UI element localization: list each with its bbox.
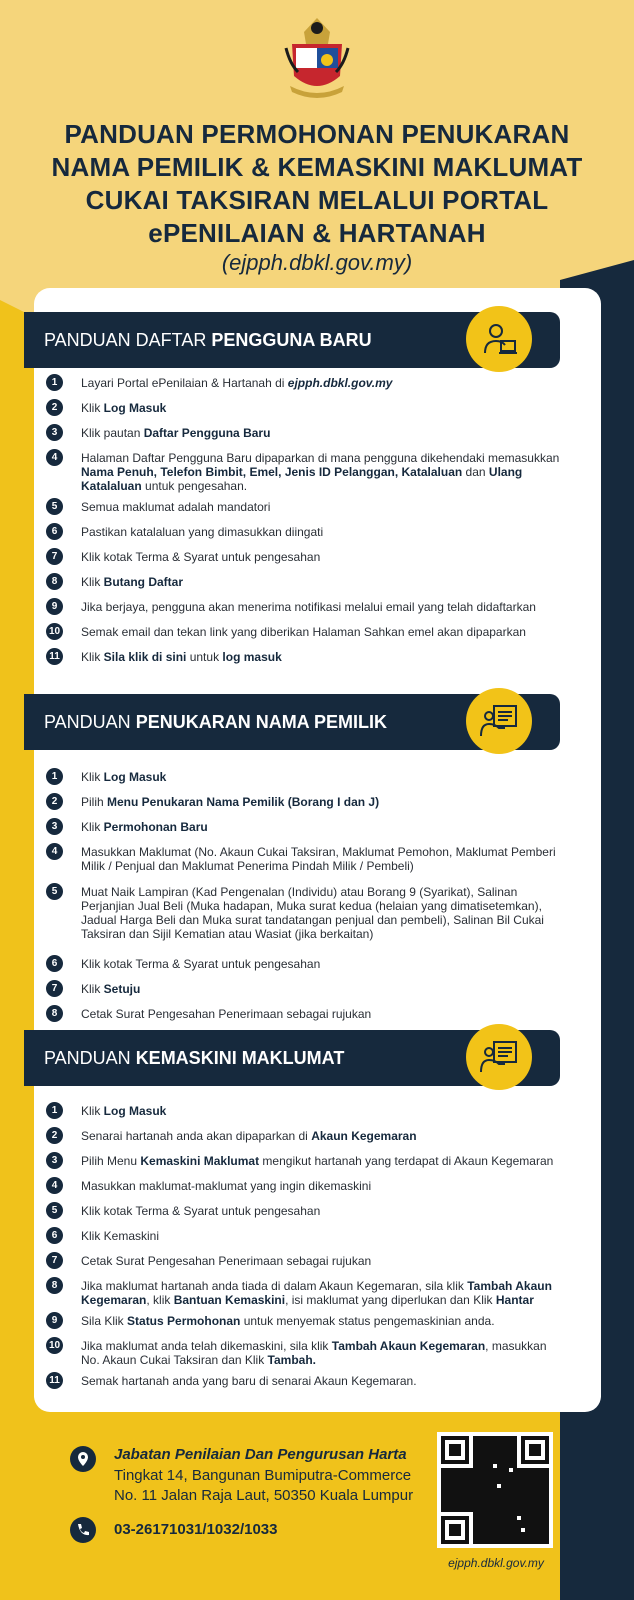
step-text: , isi maklumat yang diperlukan dan Klik bbox=[285, 1293, 496, 1307]
step-number-badge: 6 bbox=[46, 1227, 63, 1244]
step-item bbox=[46, 845, 566, 885]
step-text: , masukkan No. Akaun Cukai Taksiran dan Klik bbox=[81, 1339, 547, 1367]
section-title-bold: PENUKARAN NAMA PEMILIK bbox=[135, 712, 388, 732]
step-text: untuk bbox=[186, 650, 223, 664]
step-item bbox=[46, 650, 566, 675]
step-text-bold: Menu Penukaran Nama Pemilik (Borang I dan J) bbox=[107, 795, 380, 809]
step-text: dan bbox=[462, 465, 489, 479]
step-text: Klik bbox=[81, 1104, 104, 1118]
step-number-badge: 4 bbox=[46, 1177, 63, 1194]
step-text: Jika maklumat anda telah dikemaskini, sila klik bbox=[81, 1339, 332, 1353]
step-item bbox=[46, 982, 566, 1007]
step-text: Klik bbox=[81, 820, 104, 834]
step-number-badge: 3 bbox=[46, 818, 63, 835]
step-text: Halaman Daftar Pengguna Baru dipaparkan di mana pengguna dikehendaki memasukkan bbox=[81, 451, 560, 465]
step-item bbox=[46, 1229, 566, 1254]
step-text-bold: Log Masuk bbox=[103, 1104, 167, 1118]
step-number-badge: 2 bbox=[46, 399, 63, 416]
section-title-bold: PENGGUNA BARU bbox=[211, 330, 372, 350]
step-item bbox=[46, 1154, 566, 1179]
step-text: Klik kotak Terma & Syarat untuk pengesahan bbox=[81, 1204, 321, 1218]
step-text: Cetak Surat Pengesahan Penerimaan sebagai rujukan bbox=[81, 1007, 372, 1021]
step-text-bold: Akaun Kegemaran bbox=[311, 1129, 417, 1143]
step-number-badge: 9 bbox=[46, 598, 63, 615]
steps-list bbox=[46, 376, 566, 675]
step-item bbox=[46, 600, 566, 625]
step-item bbox=[46, 1179, 566, 1204]
step-item bbox=[46, 957, 566, 982]
step-number-badge: 3 bbox=[46, 424, 63, 441]
step-text: Masukkan Maklumat (No. Akaun Cukai Taksiran, Maklumat Pemohon, Maklumat Pemberi Milik / Penjual dan Maklumat Penerima Pindah Milik / Pembeli) bbox=[81, 845, 556, 873]
step-text: Klik bbox=[81, 575, 104, 589]
step-item bbox=[46, 1204, 566, 1229]
step-item bbox=[46, 500, 566, 525]
step-text: untuk pengesahan. bbox=[141, 479, 248, 493]
steps-list bbox=[46, 770, 566, 1032]
step-text: Semak hartanah anda yang baru di senarai Akaun Kegemaran. bbox=[81, 1374, 417, 1388]
title-line: ePENILAIAN & HARTANAH bbox=[148, 218, 486, 248]
step-number-badge: 1 bbox=[46, 374, 63, 391]
step-text-bold: log masuk bbox=[222, 650, 282, 664]
step-number-badge: 8 bbox=[46, 573, 63, 590]
step-text-bold: Status Permohonan bbox=[127, 1314, 241, 1328]
section-title-prefix: PANDUAN bbox=[44, 1048, 136, 1068]
step-text-bold: Tambah Akaun Kegemaran bbox=[331, 1339, 486, 1353]
step-text-bold: Setuju bbox=[103, 982, 141, 996]
address-line: Tingkat 14, Bangunan Bumiputra-Commerce bbox=[114, 1467, 412, 1484]
step-text: Klik bbox=[81, 770, 104, 784]
page-title bbox=[20, 118, 614, 250]
org-name: Jabatan Penilaian Dan Pengurusan Harta bbox=[114, 1446, 407, 1463]
phone-icon bbox=[70, 1517, 96, 1543]
step-number-badge: 9 bbox=[46, 1312, 63, 1329]
step-number-badge: 7 bbox=[46, 548, 63, 565]
step-text: Layari Portal ePenilaian & Hartanah di bbox=[81, 376, 288, 390]
step-item bbox=[46, 1374, 566, 1399]
step-text: mengikut hartanah yang terdapat di Akaun Kegemaran bbox=[259, 1154, 554, 1168]
step-item bbox=[46, 770, 566, 795]
step-text-bold: Hantar bbox=[495, 1293, 534, 1307]
section-banner bbox=[24, 694, 560, 750]
step-number-badge: 5 bbox=[46, 498, 63, 515]
title-line: CUKAI TAKSIRAN MELALUI PORTAL bbox=[85, 185, 549, 215]
step-text: Klik pautan bbox=[81, 426, 144, 440]
step-number-badge: 3 bbox=[46, 1152, 63, 1169]
section-title-bold: KEMASKINI MAKLUMAT bbox=[135, 1048, 345, 1068]
step-text: Klik bbox=[81, 650, 104, 664]
step-item bbox=[46, 525, 566, 550]
step-number-badge: 5 bbox=[46, 883, 63, 900]
step-text-bold: Log Masuk bbox=[103, 770, 167, 784]
step-item bbox=[46, 1129, 566, 1154]
step-number-badge: 1 bbox=[46, 768, 63, 785]
section-title-prefix: PANDUAN bbox=[44, 712, 136, 732]
step-item bbox=[46, 820, 566, 845]
steps-list bbox=[46, 1104, 566, 1399]
step-text-bold: ejpph.dbkl.gov.my bbox=[287, 376, 393, 390]
step-item bbox=[46, 1254, 566, 1279]
step-text: Klik kotak Terma & Syarat untuk pengesahan bbox=[81, 957, 321, 971]
step-number-badge: 2 bbox=[46, 793, 63, 810]
step-item bbox=[46, 401, 566, 426]
step-text: Semua maklumat adalah mandatori bbox=[81, 500, 271, 514]
step-item bbox=[46, 1279, 566, 1314]
step-text: Semak email dan tekan link yang diberikan Halaman Sahkan emel akan dipaparkan bbox=[81, 625, 526, 639]
step-text-bold: Kemaskini Maklumat bbox=[140, 1154, 260, 1168]
step-item bbox=[46, 625, 566, 650]
step-text: Pilih bbox=[81, 795, 108, 809]
step-number-badge: 1 bbox=[46, 1102, 63, 1119]
step-number-badge: 8 bbox=[46, 1277, 63, 1294]
presentation-icon bbox=[466, 688, 532, 754]
step-text: untuk menyemak status pengemaskinian anda. bbox=[240, 1314, 495, 1328]
step-text: Masukkan maklumat-maklumat yang ingin dikemaskini bbox=[81, 1179, 372, 1193]
phone-number[interactable]: 03-26171031/1032/1033 bbox=[114, 1521, 278, 1538]
step-number-badge: 7 bbox=[46, 980, 63, 997]
section-banner bbox=[24, 312, 560, 368]
step-text-bold: Daftar Pengguna Baru bbox=[143, 426, 271, 440]
step-text: Senarai hartanah anda akan dipaparkan di bbox=[81, 1129, 312, 1143]
location-pin-icon bbox=[70, 1446, 96, 1472]
step-number-badge: 5 bbox=[46, 1202, 63, 1219]
step-number-badge: 7 bbox=[46, 1252, 63, 1269]
step-number-badge: 11 bbox=[46, 1372, 63, 1389]
step-text: Klik bbox=[81, 982, 104, 996]
step-text-bold: Bantuan Kemaskini bbox=[173, 1293, 286, 1307]
website-link[interactable]: ejpph.dbkl.gov.my bbox=[448, 1556, 544, 1570]
step-number-badge: 4 bbox=[46, 449, 63, 466]
dbkl-crest-logo bbox=[282, 14, 352, 100]
step-item bbox=[46, 550, 566, 575]
step-text-bold: Butang Daftar bbox=[103, 575, 184, 589]
step-text: Klik Kemaskini bbox=[81, 1229, 160, 1243]
step-item bbox=[46, 1104, 566, 1129]
step-item bbox=[46, 1339, 566, 1374]
step-item bbox=[46, 885, 566, 957]
step-text: Jika berjaya, pengguna akan menerima notifikasi melalui email yang telah didaftarkan bbox=[81, 600, 536, 614]
step-number-badge: 6 bbox=[46, 523, 63, 540]
portal-url-subtitle: (ejpph.dbkl.gov.my) bbox=[221, 250, 413, 275]
step-number-badge: 8 bbox=[46, 1005, 63, 1022]
step-number-badge: 10 bbox=[46, 623, 63, 640]
section-title-prefix: PANDUAN DAFTAR bbox=[44, 330, 212, 350]
step-number-badge: 2 bbox=[46, 1127, 63, 1144]
presentation-icon bbox=[466, 1024, 532, 1090]
step-text: Pilih Menu bbox=[81, 1154, 141, 1168]
step-item bbox=[46, 426, 566, 451]
step-number-badge: 11 bbox=[46, 648, 63, 665]
step-number-badge: 10 bbox=[46, 1337, 63, 1354]
step-number-badge: 6 bbox=[46, 955, 63, 972]
step-text: Cetak Surat Pengesahan Penerimaan sebagai rujukan bbox=[81, 1254, 372, 1268]
org-address bbox=[114, 1466, 413, 1506]
step-text-bold: Tambah Akaun Kegemaran bbox=[81, 1279, 552, 1307]
title-line: PANDUAN PERMOHONAN PENUKARAN bbox=[64, 119, 570, 149]
title-line: NAMA PEMILIK & KEMASKINI MAKLUMAT bbox=[51, 152, 583, 182]
step-text-bold: Permohonan Baru bbox=[103, 820, 208, 834]
step-text-bold: Log Masuk bbox=[103, 401, 167, 415]
step-text: Jika maklumat hartanah anda tiada di dalam Akaun Kegemaran, sila klik bbox=[81, 1279, 468, 1293]
step-item bbox=[46, 376, 566, 401]
step-text-bold: Sila klik di sini bbox=[103, 650, 187, 664]
address-line: No. 11 Jalan Raja Laut, 50350 Kuala Lumpur bbox=[114, 1487, 414, 1504]
step-text: Pastikan katalaluan yang dimasukkan diingati bbox=[81, 525, 324, 539]
step-text-bold: Tambah. bbox=[267, 1353, 316, 1367]
user-laptop-icon bbox=[466, 306, 532, 372]
step-item bbox=[46, 575, 566, 600]
section-banner bbox=[24, 1030, 560, 1086]
step-item bbox=[46, 1314, 566, 1339]
step-item bbox=[46, 795, 566, 820]
step-text-bold: Ulang Katalaluan bbox=[81, 465, 523, 493]
step-text: Muat Naik Lampiran (Kad Pengenalan (Individu) atau Borang 9 (Syarikat), Salinan Perjanjian Jual Beli (Muka hadapan, Muka surat kedua (helaian yang dimatisetemkan), Jadual Harga Beli dan Muka surat tandatangan penjual dan pembeli), Salinan Bil Cukai Taksiran dan Sijil Kematian atau Wasiat (jika berkaitan) bbox=[81, 885, 544, 941]
step-text: Klik bbox=[81, 401, 104, 415]
step-item bbox=[46, 451, 566, 500]
step-text: , klik bbox=[146, 1293, 174, 1307]
step-number-badge: 4 bbox=[46, 843, 63, 860]
step-text: Sila Klik bbox=[81, 1314, 128, 1328]
qr-code[interactable] bbox=[437, 1432, 553, 1548]
step-text: Klik kotak Terma & Syarat untuk pengesahan bbox=[81, 550, 321, 564]
step-text-bold: Nama Penuh, Telefon Bimbit, Emel, Jenis ID Pelanggan, Katalaluan bbox=[81, 465, 463, 479]
